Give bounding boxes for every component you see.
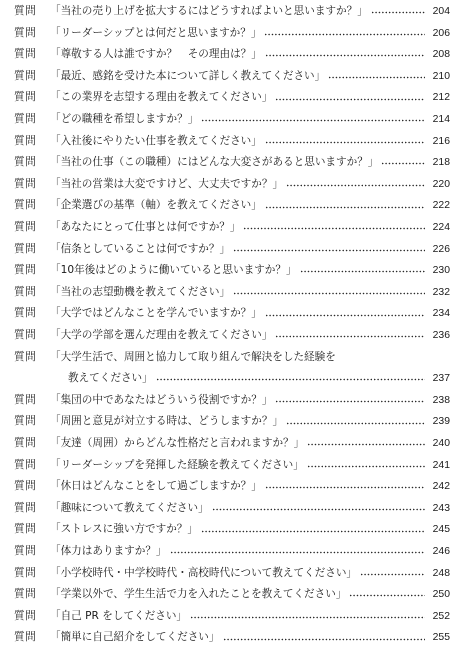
toc-entry[interactable] [0, 627, 450, 649]
toc-entry-line [14, 44, 450, 66]
page-number: 226 [432, 243, 450, 255]
dot-leader [156, 378, 425, 381]
toc-entry-line [14, 390, 450, 412]
toc-entry[interactable] [0, 1, 450, 23]
question-label: 質問 [14, 91, 37, 104]
toc-entry[interactable] [0, 87, 450, 109]
dot-leader [233, 249, 425, 252]
toc-entry[interactable] [0, 519, 450, 541]
question-label: 質問 [14, 480, 37, 493]
question-title: 「当社の売り上げを拡大するにはどうすればよいと思いますか？」 [50, 5, 368, 17]
question-title: 「趣味について教えてください」 [50, 501, 209, 514]
toc-entry-line [14, 347, 450, 369]
question-title: 「当社の営業は大変ですけど、大丈夫ですか？」 [50, 177, 284, 190]
toc-entry-line [14, 627, 450, 649]
toc-entry[interactable] [0, 411, 450, 433]
dot-leader [307, 443, 425, 446]
page-number: 246 [432, 546, 450, 557]
page-number: 236 [432, 330, 450, 341]
toc-entry[interactable] [0, 195, 450, 217]
question-title: 「信条としていることは何ですか？」 [50, 242, 231, 255]
page-number: 243 [432, 502, 450, 514]
toc-entry[interactable] [0, 174, 450, 196]
question-title: 「どの職種を希望しますか？」 [50, 113, 199, 125]
question-title: 「大学の学部を選んだ理由を教えてください」 [50, 329, 273, 341]
page-number: 248 [432, 567, 450, 579]
toc-entry-line [14, 519, 450, 541]
toc-entry-line [14, 455, 450, 477]
page-number: 252 [432, 610, 450, 622]
question-title: 「尊敬する人は誰ですか？ その理由は？」 [50, 48, 262, 61]
toc-entry-line [14, 411, 450, 433]
toc-entry-line [14, 87, 450, 109]
toc-entry[interactable] [0, 131, 450, 153]
toc-entry-line [14, 195, 450, 217]
toc-entry-line [14, 563, 450, 585]
page-number: 216 [432, 135, 450, 147]
toc-entry[interactable] [0, 498, 450, 520]
question-label: 質問 [14, 501, 37, 514]
toc-entry-line [14, 476, 450, 498]
question-title: 「あなたにとって仕事とは何ですか？」 [50, 221, 241, 233]
dot-leader [275, 335, 425, 338]
question-title: 「小学校時代・中学校時代・高校時代について教えてください」 [50, 566, 358, 579]
question-title: 「最近、感銘を受けた本について詳しく教えてください」 [50, 69, 326, 82]
toc-entry[interactable] [0, 476, 450, 498]
toc-entry-line [14, 303, 450, 325]
dot-leader [286, 422, 425, 425]
toc-entry[interactable] [0, 455, 450, 477]
question-title-continued: 教えてください」 [68, 371, 153, 384]
toc-entry-line [14, 325, 450, 347]
question-label: 質問 [14, 631, 37, 644]
page-number: 255 [432, 632, 450, 644]
dot-leader [265, 486, 425, 489]
question-title: 「周囲と意見が対立する時は、どうしますか？」 [50, 415, 284, 428]
question-title: 「体力はありますか？」 [50, 545, 167, 557]
toc-entry[interactable] [0, 66, 450, 88]
dot-leader [265, 141, 425, 144]
page-number: 250 [432, 589, 450, 601]
question-label: 質問 [14, 177, 37, 190]
dot-leader [170, 551, 425, 554]
question-title: 「リーダーシップとは何だと思いますか？」 [50, 26, 262, 39]
toc-entry-line [14, 23, 450, 45]
question-label: 質問 [14, 156, 37, 169]
toc-entry-line [14, 239, 450, 261]
dot-leader [265, 54, 425, 57]
dot-leader [381, 162, 425, 165]
dot-leader [265, 314, 425, 317]
toc-entry[interactable] [0, 282, 450, 304]
question-label: 質問 [14, 48, 37, 61]
question-label: 質問 [14, 523, 37, 536]
toc-entry[interactable] [0, 109, 450, 131]
question-label: 質問 [14, 5, 37, 17]
page-number: 232 [432, 286, 450, 298]
question-label: 質問 [14, 264, 37, 277]
toc-entry-line [14, 606, 450, 628]
question-title: 「当社の志望動機を教えてください」 [50, 285, 231, 298]
question-title: 「入社後にやりたい仕事を教えてください」 [50, 134, 262, 147]
toc-entry-line [14, 541, 450, 563]
toc-entry-line [14, 131, 450, 153]
page-number: 237 [432, 372, 450, 384]
dot-leader [223, 638, 426, 641]
page-number: 241 [432, 459, 450, 471]
toc-entry-line [14, 498, 450, 520]
question-label: 質問 [14, 285, 37, 298]
question-label: 質問 [14, 458, 37, 471]
dot-leader [360, 573, 425, 576]
page-number: 210 [432, 70, 450, 82]
toc-entry[interactable] [0, 347, 450, 389]
page-number: 234 [432, 308, 450, 320]
page-number: 239 [432, 416, 450, 428]
toc-entry-line [14, 584, 450, 606]
page-number: 222 [432, 200, 450, 212]
dot-leader [201, 530, 425, 533]
toc-entry-line-continued [68, 368, 450, 390]
question-title: 「当社の仕事（この職種）にはどんな大変さがあると思いますか？」 [50, 156, 379, 169]
dot-leader [349, 594, 425, 597]
toc-entry[interactable] [0, 23, 450, 45]
toc-entry[interactable] [0, 390, 450, 412]
question-title: 「集団の中であなたはどういう役割ですか？」 [50, 393, 273, 406]
toc-entry[interactable] [0, 541, 450, 563]
question-title: 「休日はどんなことをして過ごしますか？」 [50, 480, 262, 493]
page-number: 208 [432, 49, 450, 61]
toc-entry[interactable] [0, 152, 450, 174]
question-label: 質問 [14, 566, 37, 579]
page-number: 204 [432, 6, 450, 17]
toc-entry[interactable] [0, 44, 450, 66]
toc-entry[interactable] [0, 260, 450, 282]
toc-entry[interactable] [0, 217, 450, 239]
question-label: 質問 [14, 588, 37, 601]
dot-leader [201, 119, 425, 122]
dot-leader [275, 98, 425, 101]
question-label: 質問 [14, 609, 37, 622]
toc-entry-line [14, 260, 450, 282]
question-title: 「簡単に自己紹介をしてください」 [50, 631, 220, 644]
question-label: 質問 [14, 134, 37, 147]
page-number: 218 [432, 157, 450, 169]
question-title: 「ストレスに強い方ですか？」 [50, 523, 198, 536]
dot-leader [190, 616, 425, 619]
dot-leader [275, 400, 425, 403]
page-number: 206 [432, 27, 450, 39]
page-number: 224 [432, 222, 450, 233]
question-label: 質問 [14, 113, 37, 125]
question-title: 「大学生活で、周囲と協力して取り組んで解決をした経験を [50, 350, 336, 363]
page-number: 240 [432, 438, 450, 449]
toc-entry[interactable] [0, 606, 450, 628]
question-title: 「学業以外で、学生生活で力を入れたことを教えてください」 [50, 588, 347, 601]
question-label: 質問 [14, 350, 37, 363]
question-label: 質問 [14, 242, 37, 255]
toc-entry[interactable] [0, 563, 450, 585]
question-title: 「リーダーシップを発揮した経験を教えてください」 [50, 458, 304, 471]
question-title: 「大学ではどんなことを学んでいますか？」 [50, 307, 262, 320]
question-label: 質問 [14, 199, 37, 212]
page-number: 242 [432, 481, 450, 493]
dot-leader [328, 76, 425, 79]
toc-entry[interactable] [0, 303, 450, 325]
dot-leader [212, 508, 425, 511]
question-title: 「自己 PR をしてください」 [50, 609, 188, 622]
page-number: 238 [432, 394, 450, 406]
dot-leader [371, 11, 425, 14]
question-label: 質問 [14, 437, 37, 449]
page-number: 230 [432, 265, 450, 277]
question-title: 「この業界を志望する理由を教えてください」 [50, 91, 273, 104]
question-label: 質問 [14, 221, 37, 233]
dot-leader [233, 292, 425, 295]
dot-leader [300, 270, 425, 273]
page-number: 214 [432, 114, 450, 125]
toc-entry-line [14, 152, 450, 174]
question-title: 「友達（周囲）からどんな性格だと言われますか？」 [50, 437, 305, 449]
question-label: 質問 [14, 26, 37, 39]
question-label: 質問 [14, 545, 37, 557]
dot-leader [264, 33, 425, 36]
question-label: 質問 [14, 393, 37, 406]
question-label: 質問 [14, 307, 37, 320]
question-label: 質問 [14, 329, 37, 341]
dot-leader [243, 227, 425, 230]
toc-entry[interactable] [0, 584, 450, 606]
question-title: 「企業選びの基準（軸）を教えてください」 [50, 199, 262, 212]
toc-entry-line [14, 66, 450, 88]
question-title: 「10年後はどのように働いていると思いますか？」 [50, 264, 297, 277]
toc-entry[interactable] [0, 325, 450, 347]
toc-entry-line [14, 174, 450, 196]
dot-leader [265, 206, 425, 209]
toc-entry-line [14, 109, 450, 131]
toc-entry-line [14, 282, 450, 304]
toc-entry[interactable] [0, 433, 450, 455]
page-number: 220 [432, 178, 450, 190]
toc-entry[interactable] [0, 239, 450, 261]
dot-leader [286, 184, 425, 187]
toc-entry-line [14, 1, 450, 23]
question-label: 質問 [14, 69, 37, 82]
dot-leader [307, 465, 425, 468]
question-label: 質問 [14, 415, 37, 428]
toc-entry-line [14, 433, 450, 455]
page-number: 245 [432, 524, 450, 536]
page-number: 212 [432, 92, 450, 104]
toc-entry-line [14, 217, 450, 239]
